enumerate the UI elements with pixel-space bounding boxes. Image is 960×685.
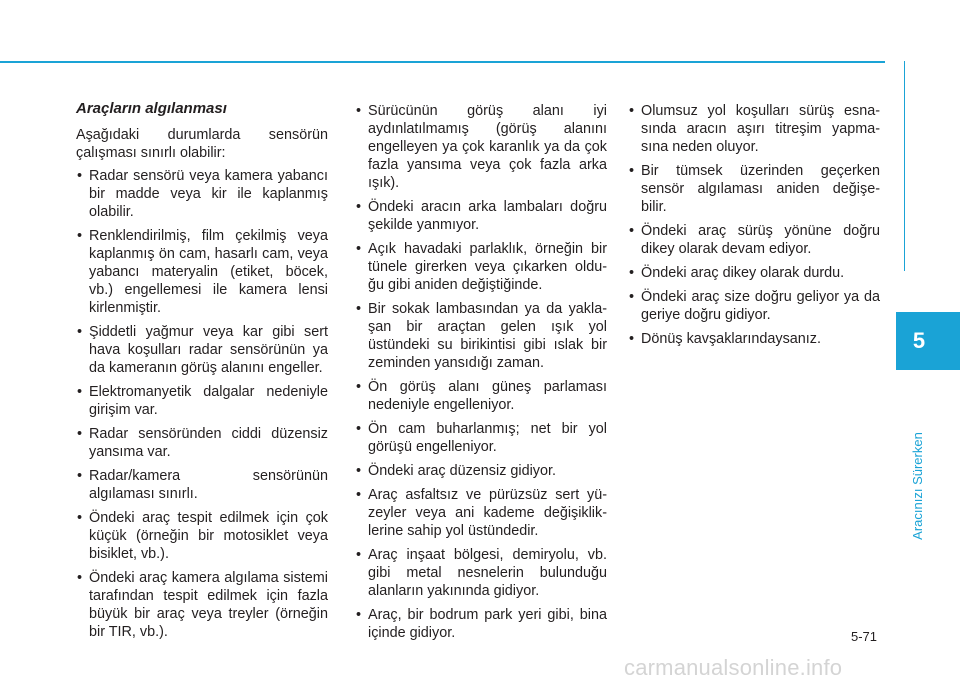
page-number: 5-71 bbox=[851, 629, 878, 644]
bullet-icon: • bbox=[356, 487, 362, 503]
list-item bbox=[355, 300, 607, 372]
list-item-text: Olumsuz yol koşulları sürüş esna- sında aracın aşırı titreşim yapma- sına neden oluyor. bbox=[641, 103, 880, 155]
bullet-list-2 bbox=[355, 102, 607, 642]
bullet-icon: • bbox=[629, 163, 635, 179]
list-item bbox=[355, 378, 607, 414]
bullet-icon: • bbox=[77, 324, 83, 340]
list-item bbox=[355, 240, 607, 294]
bullet-icon: • bbox=[356, 199, 362, 215]
bullet-icon: • bbox=[629, 103, 635, 119]
list-item-text: Elektromanyetik dalgalar nedeniyle girişim var. bbox=[89, 384, 328, 418]
list-item bbox=[628, 330, 880, 348]
bullet-icon: • bbox=[356, 547, 362, 563]
list-item bbox=[76, 569, 328, 641]
list-item-text: Sürücünün görüş alanı iyi aydınlatılmamış (görüş alanını engelleyen ya çok karanlık ya da çok fazla yansıma veya çok fazla arka ışık). bbox=[368, 103, 607, 191]
side-rule bbox=[904, 61, 905, 271]
bullet-icon: • bbox=[356, 607, 362, 623]
bullet-icon: • bbox=[629, 331, 635, 347]
bullet-icon: • bbox=[77, 228, 83, 244]
column-3 bbox=[628, 102, 880, 354]
column-2 bbox=[355, 102, 607, 648]
watermark: carmanualsonline.info bbox=[624, 655, 843, 680]
list-item bbox=[628, 162, 880, 216]
list-item-text: Şiddetli yağmur veya kar gibi sert hava koşulları radar sensörünün ya da kameranın görüş alanını engeller. bbox=[89, 324, 328, 376]
list-item bbox=[76, 509, 328, 563]
list-item bbox=[76, 383, 328, 419]
list-item-text: Renklendirilmiş, film çekilmiş veya kaplanmış ön cam, hasarlı cam, veya yabancı materyalin (etiket, böcek, vb.) engellemesi ile kamera lensi kirlenmiştir. bbox=[89, 228, 328, 316]
list-item-text: Öndeki araç dikey olarak durdu. bbox=[641, 265, 845, 281]
list-item-text: Radar/kamera sensörünün algılaması sınırlı. bbox=[89, 468, 328, 502]
list-item bbox=[355, 102, 607, 192]
list-item-text: Açık havadaki parlaklık, örneğin bir tünele girerken veya çıkarken oldu- ğu gibi aniden değiştiğinde. bbox=[368, 241, 607, 293]
section-heading: Araçların algılanması bbox=[76, 100, 227, 117]
bullet-icon: • bbox=[356, 241, 362, 257]
bullet-icon: • bbox=[77, 570, 83, 586]
list-item bbox=[76, 425, 328, 461]
bullet-icon: • bbox=[356, 379, 362, 395]
bullet-icon: • bbox=[356, 421, 362, 437]
bullet-icon: • bbox=[356, 463, 362, 479]
list-item bbox=[628, 222, 880, 258]
list-item bbox=[355, 462, 607, 480]
bullet-icon: • bbox=[356, 103, 362, 119]
list-item-text: Araç, bir bodrum park yeri gibi, bina içinde gidiyor. bbox=[368, 607, 607, 641]
list-item bbox=[628, 288, 880, 324]
list-item bbox=[355, 486, 607, 540]
list-item bbox=[355, 606, 607, 642]
list-item bbox=[355, 546, 607, 600]
list-item-text: Araç inşaat bölgesi, demiryolu, vb. gibi metal nesnelerin bulunduğu alanların yakınında gidiyor. bbox=[368, 547, 607, 599]
list-item-text: Radar sensöründen ciddi düzensiz yansıma var. bbox=[89, 426, 328, 460]
section-intro: Aşağıdaki durumlarda sensörün çalışması sınırlı olabilir: bbox=[76, 127, 328, 161]
list-item-text: Radar sensörü veya kamera yabancı bir madde veya kir ile kaplanmış olabilir. bbox=[89, 168, 328, 220]
list-item bbox=[76, 467, 328, 503]
chapter-number-tab bbox=[896, 312, 960, 370]
list-item bbox=[76, 323, 328, 377]
chapter-title: Aracınızı Sürerken bbox=[910, 432, 925, 540]
bullet-icon: • bbox=[77, 168, 83, 184]
list-item-text: Ön görüş alanı güneş parlaması nedeniyle engelleniyor. bbox=[368, 379, 607, 413]
bullet-icon: • bbox=[629, 289, 635, 305]
bullet-icon: • bbox=[77, 510, 83, 526]
list-item bbox=[355, 198, 607, 234]
bullet-list-1 bbox=[76, 167, 328, 641]
list-item-text: Araç asfaltsız ve pürüzsüz sert yü- zeyler veya ani kademe değişiklik- lerine sahip yol üstündedir. bbox=[368, 487, 607, 539]
list-item-text: Ön cam buharlanmış; net bir yol görüşü engelleniyor. bbox=[368, 421, 607, 455]
list-item-text: Bir tümsek üzerinden geçerken sensör algılaması aniden değişe- bilir. bbox=[641, 163, 880, 215]
bullet-icon: • bbox=[629, 223, 635, 239]
chapter-number: 5 bbox=[912, 328, 926, 353]
list-item-text: Öndeki araç size doğru geliyor ya da geriye doğru gidiyor. bbox=[641, 289, 880, 323]
bullet-icon: • bbox=[77, 468, 83, 484]
list-item-text: Dönüş kavşaklarındaysanız. bbox=[641, 331, 821, 347]
list-item-text: Öndeki araç sürüş yönüne doğru dikey olarak devam ediyor. bbox=[641, 223, 880, 257]
list-item-text: Öndeki aracın arka lambaları doğru şekilde yanmıyor. bbox=[368, 199, 607, 233]
header-rule bbox=[0, 61, 885, 63]
list-item-text: Öndeki araç tespit edilmek için çok küçük (örneğin bir motosiklet veya bisiklet, vb.). bbox=[89, 510, 328, 562]
bullet-icon: • bbox=[629, 265, 635, 281]
list-item bbox=[76, 167, 328, 221]
list-item bbox=[628, 264, 880, 282]
column-1 bbox=[76, 100, 328, 647]
bullet-list-3 bbox=[628, 102, 880, 348]
bullet-icon: • bbox=[77, 426, 83, 442]
list-item-text: Bir sokak lambasından ya da yakla- şan bir araçtan gelen ışık yol üstündeki su birikintisi gibi ıslak bir zeminden yansıdığı zaman. bbox=[368, 301, 607, 371]
list-item-text: Öndeki araç kamera algılama sistemi tarafından tespit edilmek için fazla büyük bir araç veya treyler (örneğin bir TIR, vb.). bbox=[89, 570, 328, 640]
bullet-icon: • bbox=[77, 384, 83, 400]
list-item-text: Öndeki araç düzensiz gidiyor. bbox=[368, 463, 556, 479]
list-item bbox=[355, 420, 607, 456]
list-item bbox=[628, 102, 880, 156]
bullet-icon: • bbox=[356, 301, 362, 317]
list-item bbox=[76, 227, 328, 317]
